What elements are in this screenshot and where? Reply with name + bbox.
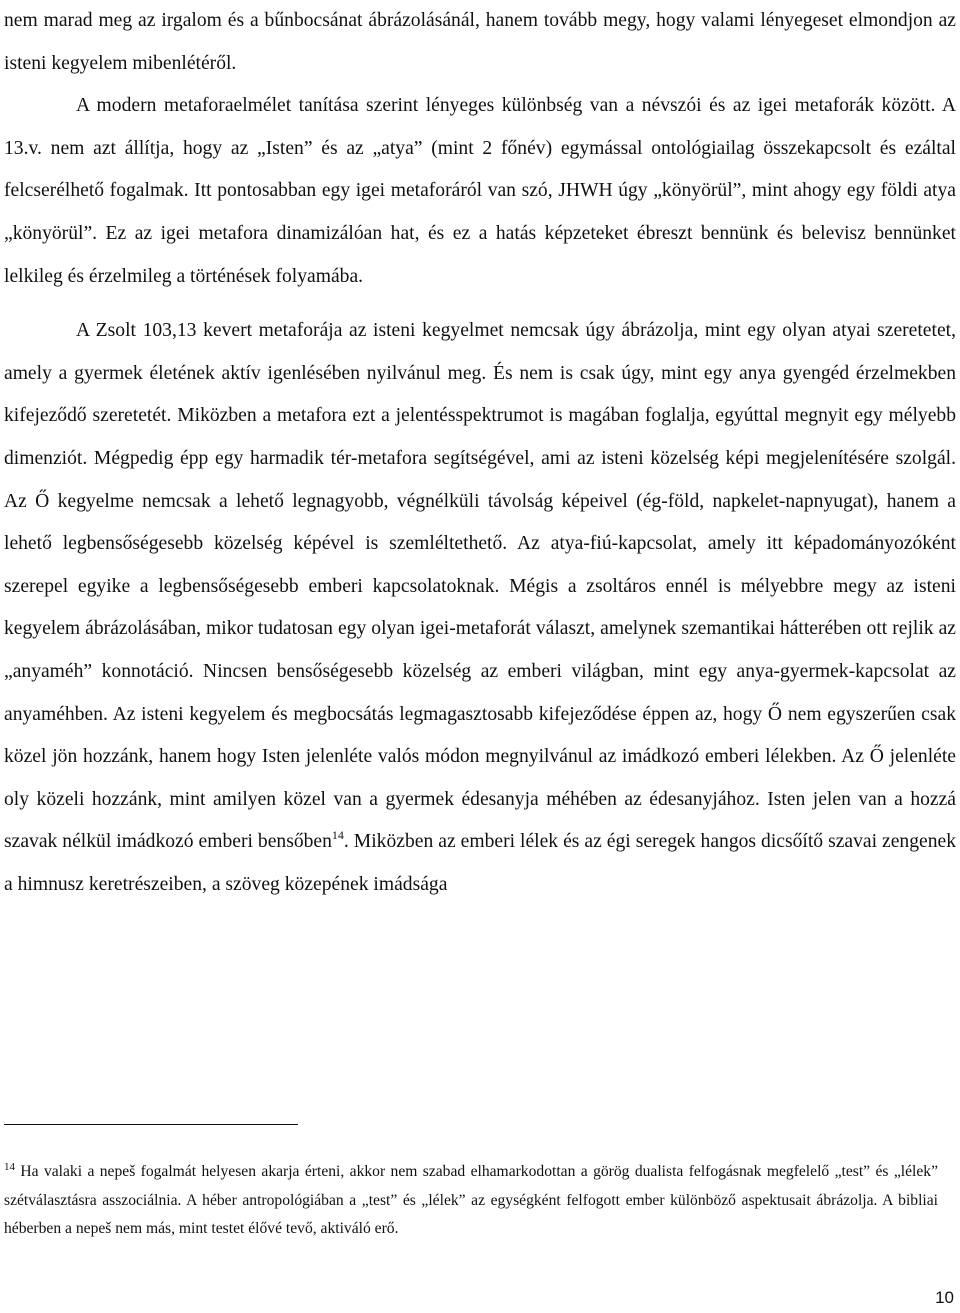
paragraph-psalm-analysis-text: A Zsolt 103,13 kevert metaforája az isteni kegyelmet nemcsak úgy ábrázolja, mint egy olyan atyai szeretetet, amely a gyermek életének aktív igenlésében nyilvánul meg. És nem is csak úgy, mint egy anya gyengéd érzelmekben kifejeződő szeretetét. Miközben a metafora ezt a jelentésspektrumot is magában foglalja, egyúttal megnyit egy mélyebb dimenziót. Mégpedig épp egy harmadik tér-metafora segítségével, ami az isteni közelség képi megjelenítésére szolgál. Az Ő kegyelme nemcsak a lehető legnagyobb, végnélküli távolság képeivel (ég-föld, napkelet-napnyugat), hanem a lehető legbensőségesebb közelség képével is szemléltethető. Az atya-fiú-kapcsolat, amely itt képadományozóként szerepel egyike a legbensőségesebb emberi kapcsolatoknak. Mégis a zsoltáros ennél is mélyebbre megy az isteni kegyelem ábrázolásában, mikor tudatosan egy olyan igei-metaforát választ, amelynek szemantikai hátterében ott rejlik az „anyaméh” konnotáció. Nincsen bensőségesebb közelség az emberi világban, mint egy anya-gyermek-kapcsolat az anyaméhben. Az isteni kegyelem és megbocsátás legmagasztosabb kifejeződése éppen az, hogy Ő nem egyszerűen csak közel jön hozzánk, hanem hogy Isten jelenléte valós módon megnyilvánul az imádkozó emberi lélekben. Az Ő jelenléte oly közeli hozzánk, mint amilyen közel van a gyermek édesanyja méhében az édesanyjához. Isten jelen van a hozzá szavak nélkül imádkozó emberi bensőben bbox=[4, 320, 956, 853]
page-number: 10 bbox=[935, 1288, 954, 1307]
paragraph-metaphor-theory: A modern metaforaelmélet tanítása szerint lényeges különbség van a névszói és az igei metaforák között. A 13.v. nem azt állítja, hogy az „Isten” és az „atya” (mint 2 főnév) egymással ontológiailag összekapcsolt és ezáltal felcserélhető fogalmak. Itt pontosabban egy igei metaforáról van szó, JHWH úgy „könyörül”, mint ahogy egy földi atya „könyörül”. Ez az igei metafora dinamizálóan hat, és ez a hatás képzeteket ébreszt bennünk és belevisz bennünket lelkileg és érzelmileg a történések folyamába. bbox=[4, 95, 956, 287]
footnote-separator bbox=[4, 1124, 298, 1125]
paragraph-continuation: nem marad meg az irgalom és a bűnbocsánat ábrázolásánál, hanem tovább megy, hogy valami lényegeset elmondjon az isteni kegyelem mibenlétéről. bbox=[4, 10, 956, 74]
footnote bbox=[4, 1158, 938, 1244]
body-text bbox=[4, 0, 956, 906]
footnote-marker: 14 bbox=[4, 1161, 15, 1173]
footnote-text: Ha valaki a nepeš fogalmát helyesen akarja érteni, akkor nem szabad elhamarkodottan a görög dualista felfogásnak megfelelő „test” és „lélek” szétválasztásra asszociálnia. A héber antropológiában a „test” és „lélek” az egységként felfogott ember különböző aspektusait ábrázolja. A bibliai héberben a nepeš nem más, mint testet élővé tevő, aktiváló erő. bbox=[4, 1163, 938, 1238]
paragraph-psalm-analysis bbox=[4, 310, 956, 906]
footnote-reference[interactable]: 14 bbox=[331, 828, 344, 843]
paragraph-psalm-analysis-tail: . Miközben az emberi lélek és az égi seregek hangos dicsőítő szavai zengenek a himnusz keretrészeiben, a szöveg közepének imádsága bbox=[4, 831, 957, 895]
